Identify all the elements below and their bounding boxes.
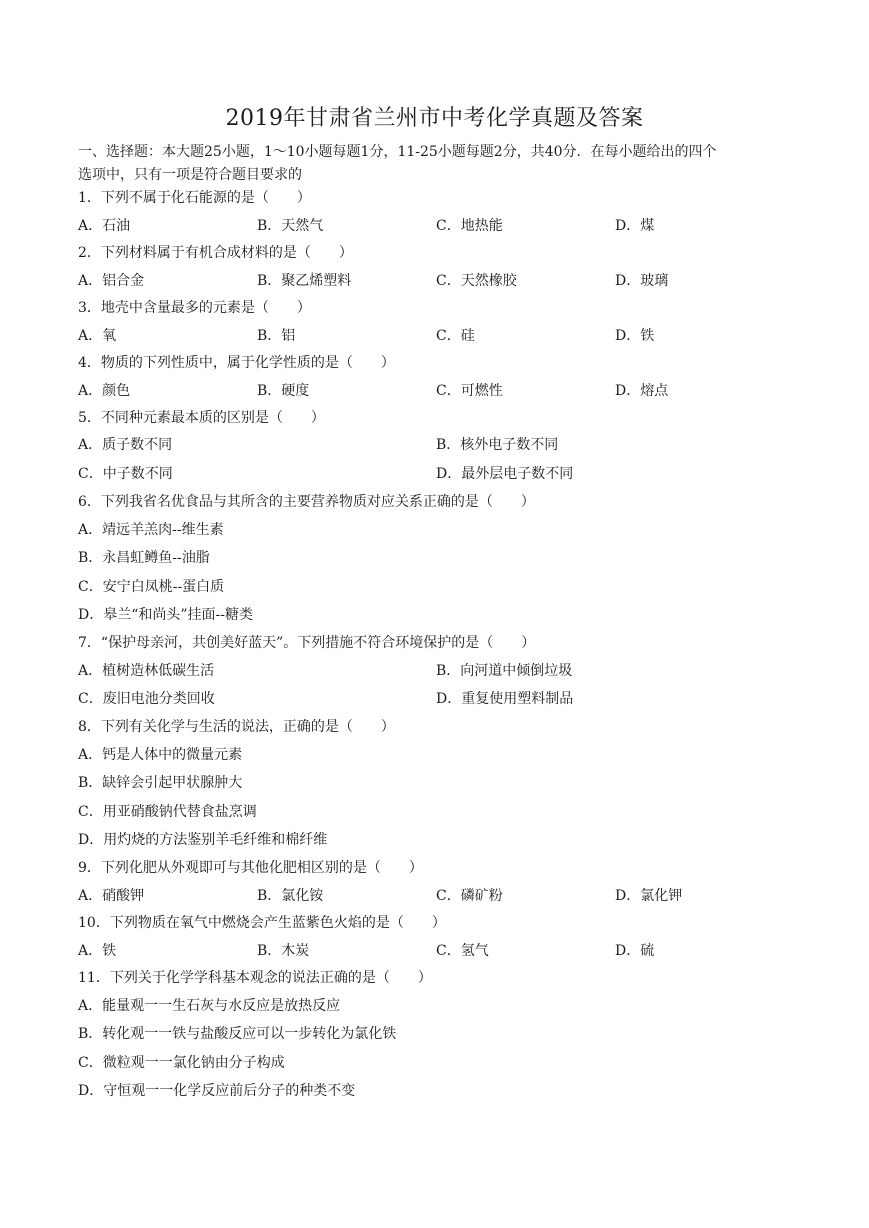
question-10-option-d: D．硫 (615, 943, 655, 959)
question-9-option-b: B．氯化铵 (257, 888, 324, 904)
question-8-option-a: A．钙是人体中的微量元素 (78, 747, 243, 763)
question-7-option-c: C．废旧电池分类回收 (78, 691, 215, 707)
question-3-option-a: A．氧 (78, 328, 117, 344)
question-10-option-a: A．铁 (78, 943, 117, 959)
instructions-line-2: 选项中，只有一项是符合题目要求的 (78, 167, 302, 183)
question-7-option-b: B．向河道中倾倒垃圾 (436, 663, 573, 679)
instructions-line-1: 一、选择题：本大题25小题，1～10小题每题1分，11-25小题每题2分，共40分．在每小题给出的四个 (78, 144, 717, 160)
question-10-option-c: C．氢气 (436, 943, 489, 959)
question-5-stem: 5．不同种元素最本质的区别是（ ） (78, 410, 325, 426)
question-4-option-a: A．颜色 (78, 383, 131, 399)
question-9-stem: 9．下列化肥从外观即可与其他化肥相区别的是（ ） (78, 860, 423, 876)
question-2-option-c: C．天然橡胶 (436, 273, 517, 289)
question-6-stem: 6．下列我省名优食品与其所含的主要营养物质对应关系正确的是（ ） (78, 494, 535, 510)
question-3-option-b: B．铝 (257, 328, 296, 344)
page-title: 2019年甘肃省兰州市中考化学真题及答案 (225, 106, 644, 131)
question-11-stem: 11．下列关于化学学科基本观念的说法正确的是（ ） (78, 970, 432, 986)
question-2-option-b: B．聚乙烯塑料 (257, 273, 352, 289)
question-11-option-a: A．能量观一一生石灰与水反应是放热反应 (78, 998, 341, 1014)
question-11-option-b: B．转化观一一铁与盐酸反应可以一步转化为氯化铁 (78, 1026, 397, 1042)
question-8-option-b: B．缺锌会引起甲状腺肿大 (78, 775, 243, 791)
question-6-option-b: B．永昌虹鳟鱼--油脂 (78, 550, 210, 566)
question-1-option-c: C．地热能 (436, 218, 503, 234)
question-6-option-a: A．靖远羊羔肉--维生素 (78, 522, 224, 538)
question-9-option-c: C．磷矿粉 (436, 888, 503, 904)
question-9-option-a: A．硝酸钾 (78, 888, 145, 904)
question-6-option-d: D．皋兰“和尚头”挂面--糖类 (78, 607, 253, 623)
question-5-option-a: A．质子数不同 (78, 437, 173, 453)
question-2-option-a: A．铝合金 (78, 273, 145, 289)
question-10-stem: 10．下列物质在氧气中燃烧会产生蓝紫色火焰的是（ ） (78, 915, 446, 931)
question-10-option-b: B．木炭 (257, 943, 310, 959)
question-7-option-d: D．重复使用塑料制品 (436, 691, 574, 707)
question-7-stem: 7．“保护母亲河，共创美好蓝天”。下列措施不符合环境保护的是（ ） (78, 635, 536, 651)
question-8-option-c: C．用亚硝酸钠代替食盐烹调 (78, 804, 257, 820)
question-2-option-d: D．玻璃 (615, 273, 669, 289)
question-9-option-d: D．氯化钾 (615, 888, 683, 904)
question-8-option-d: D．用灼烧的方法鉴别羊毛纤维和棉纤维 (78, 832, 328, 848)
question-4-option-b: B．硬度 (257, 383, 310, 399)
question-1-option-d: D．煤 (615, 218, 655, 234)
question-4-stem: 4．物质的下列性质中，属于化学性质的是（ ） (78, 355, 395, 371)
question-5-option-c: C．中子数不同 (78, 466, 173, 482)
question-6-option-c: C．安宁白凤桃--蛋白质 (78, 579, 225, 595)
question-1-stem: 1．下列不属于化石能源的是（ ） (78, 190, 311, 206)
question-3-option-d: D．铁 (615, 328, 655, 344)
question-7-option-a: A．植树造林低碳生活 (78, 663, 215, 679)
question-11-option-c: C．微粒观一一氯化钠由分子构成 (78, 1055, 285, 1071)
question-5-option-b: B．核外电子数不同 (436, 437, 559, 453)
question-4-option-c: C．可燃性 (436, 383, 503, 399)
question-11-option-d: D．守恒观一一化学反应前后分子的种类不变 (78, 1083, 356, 1099)
section-instructions (78, 141, 798, 187)
question-5-option-d: D．最外层电子数不同 (436, 466, 574, 482)
question-4-option-d: D．熔点 (615, 383, 669, 399)
question-2-stem: 2．下列材料属于有机合成材料的是（ ） (78, 245, 353, 261)
question-8-stem: 8．下列有关化学与生活的说法，正确的是（ ） (78, 719, 395, 735)
question-3-stem: 3．地壳中含量最多的元素是（ ） (78, 300, 311, 316)
question-1-option-b: B．天然气 (257, 218, 324, 234)
question-1-option-a: A．石油 (78, 218, 131, 234)
question-3-option-c: C．硅 (436, 328, 475, 344)
